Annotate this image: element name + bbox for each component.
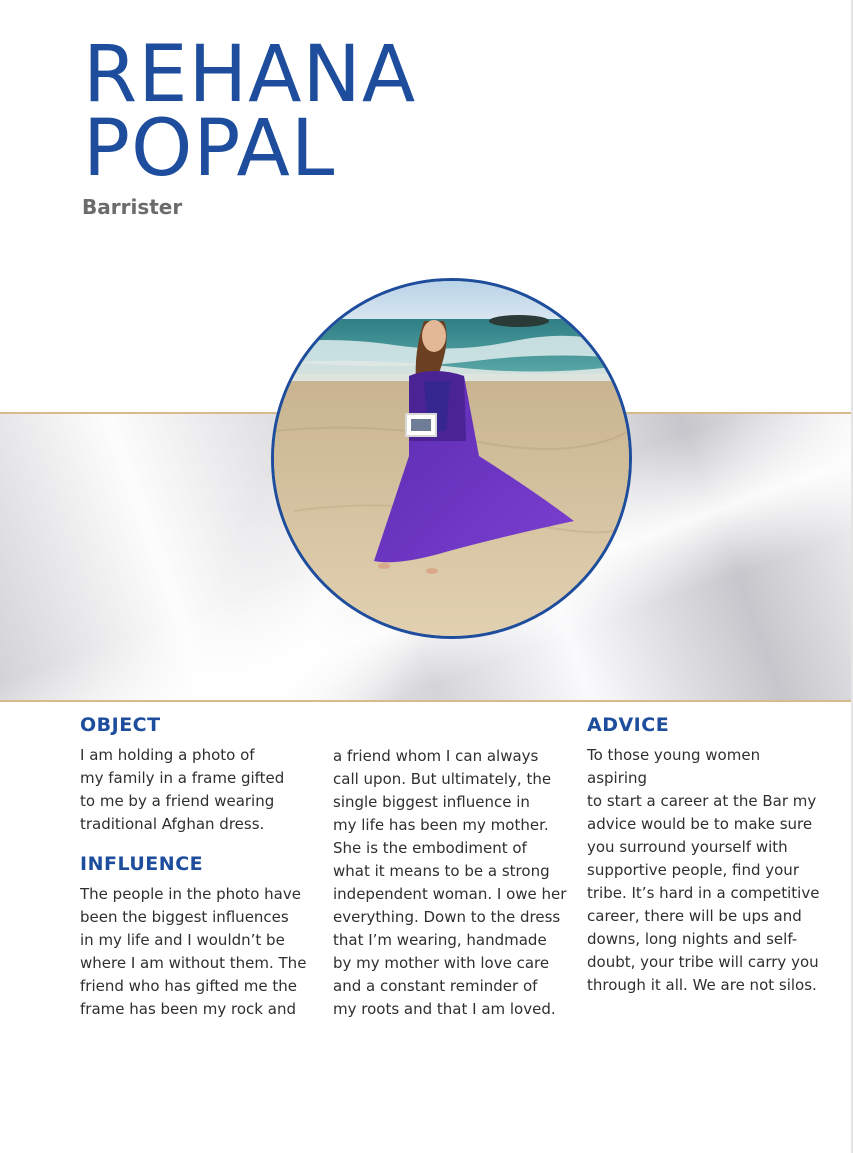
column-left — [80, 716, 315, 1021]
object-text: I am holding a photo of my family in a frame gifted to me by a friend wearing traditional Afghan dress. — [80, 746, 285, 833]
name-first: REHANA — [83, 30, 417, 120]
advice-text: To those young women aspiring to start a career at the Bar my advice would be to make sure you surround yourself with supportive people, find your tribe. It’s hard in a competitive career, there will be ups and downs, long nights and self- doubt, your tribe will carry you through it all. We are not silos. — [587, 746, 820, 994]
column-right — [587, 716, 822, 997]
name-last: POPAL — [83, 104, 336, 194]
influence-text-continued: a friend whom I can always call upon. But ultimately, the single biggest influence in my life has been my mother. She is the embodiment of what it means to be a strong independent woman. I owe her everything. Down to the dress that I’m wearing, handmade by my mother with love care and a constant reminder of my roots and that I am loved. — [333, 747, 567, 1018]
influence-text: The people in the photo have been the biggest influences in my life and I wouldn’t be where I am without them. The friend who has gifted me the frame has been my rock and — [80, 885, 307, 1018]
heading-advice: ADVICE — [587, 714, 670, 736]
column-middle — [333, 745, 568, 1021]
role-subtitle: Barrister — [82, 195, 183, 219]
portrait-photo — [271, 278, 632, 639]
heading-influence: INFLUENCE — [80, 853, 204, 875]
heading-object: OBJECT — [80, 714, 161, 736]
